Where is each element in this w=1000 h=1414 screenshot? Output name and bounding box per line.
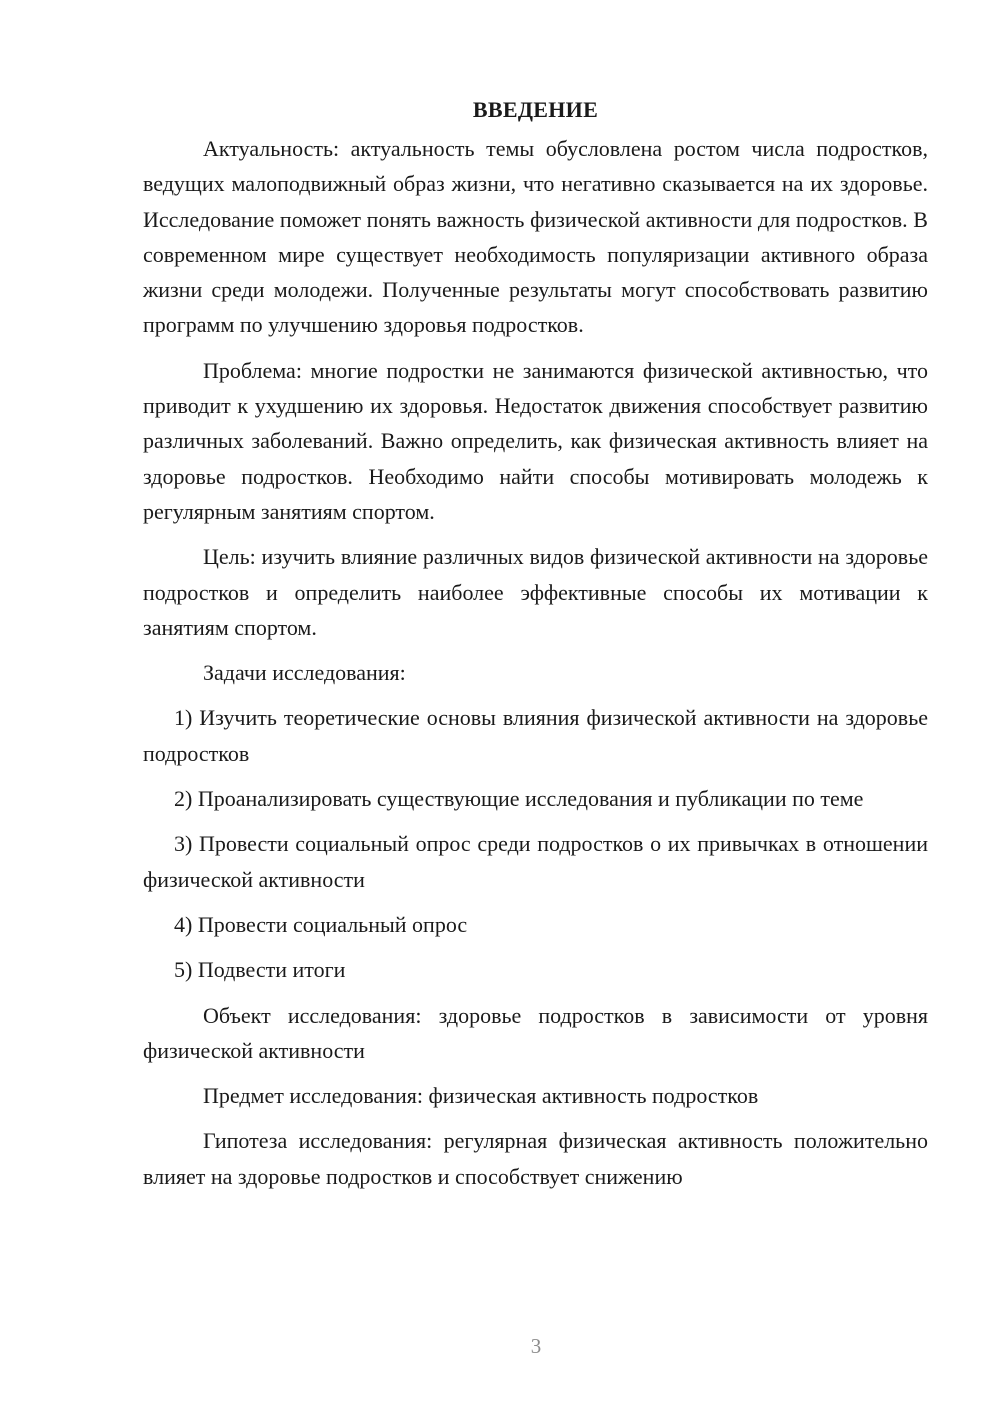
task-item: 3) Провести социальный опрос среди подростков о их привычках в отношении физической активности <box>143 831 928 892</box>
task-item: 2) Проанализировать существующие исследования и публикации по теме <box>174 786 864 812</box>
section-heading: ВВЕДЕНИЕ <box>472 97 599 122</box>
paragraph-problem: Проблема: многие подростки не занимаются физической активностью, что приводит к ухудшению их здоровья. Недостаток движения способствует развитию различных заболеваний. Важно определить, как физическая активность влияет на здоровье подростков. Необходимо найти способы мотивировать молодежь к регулярным занятиям спортом. <box>143 357 928 524</box>
task-item: 1) Изучить теоретические основы влияния физической активности на здоровье подростков <box>143 705 928 766</box>
paragraph-goal: Цель: изучить влияние различных видов физической активности на здоровье подростков и определить наиболее эффективные способы их мотивации к занятиям спортом. <box>143 544 928 640</box>
paragraph-hypothesis: Гипотеза исследования: регулярная физическая активность положительно влияет на здоровье подростков и способствует снижению <box>143 1128 928 1189</box>
page-content <box>143 92 928 1204</box>
paragraph-relevance: Актуальность: актуальность темы обусловлена ростом числа подростков, ведущих малоподвижный образ жизни, что негативно сказывается на их здоровье. Исследование поможет понять важность физической активности для подростков. В современном мире существует необходимость популяризации активного образа жизни среди молодежи. Полученные результаты могут способствовать развитию программ по улучшению здоровья подростков. <box>143 136 928 338</box>
paragraph-tasks-title: Задачи исследования: <box>203 660 406 686</box>
paragraph-object: Объект исследования: здоровье подростков в зависимости от уровня физической активности <box>143 1002 928 1063</box>
page-number: 3 <box>530 1334 542 1358</box>
task-item: 5) Подвести итоги <box>174 957 346 983</box>
paragraph-subject: Предмет исследования: физическая активность подростков <box>203 1083 759 1109</box>
task-item: 4) Провести социальный опрос <box>174 911 468 937</box>
